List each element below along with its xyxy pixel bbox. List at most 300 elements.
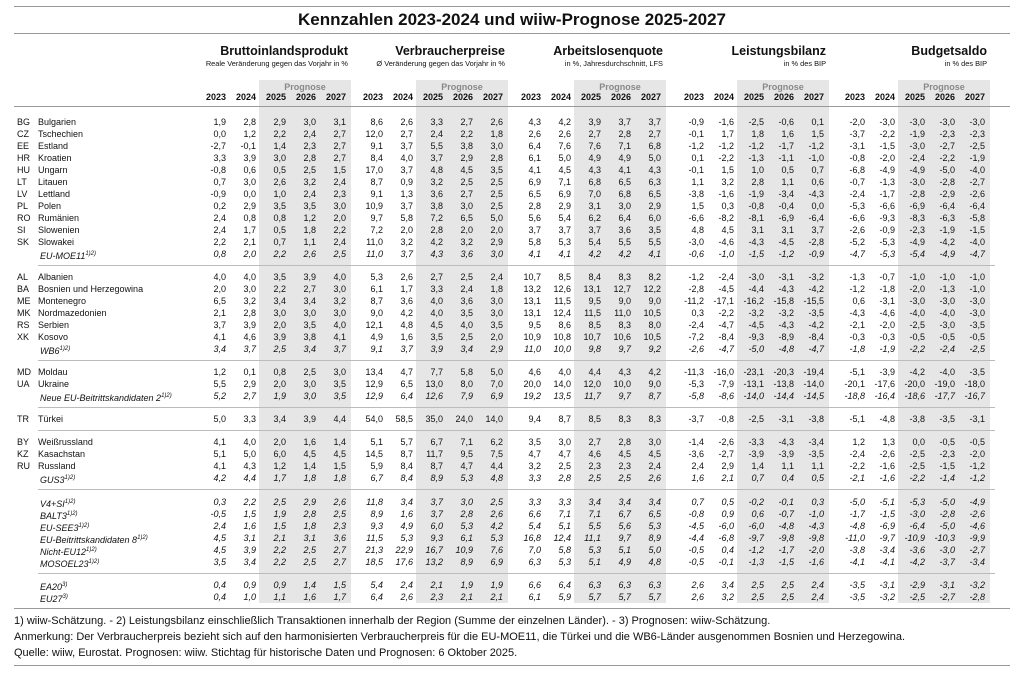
country-name <box>38 140 68 152</box>
table-cell: 0,3 <box>691 308 704 318</box>
year-header: 2023 <box>205 92 226 102</box>
table-cell: 2,7 <box>333 153 346 163</box>
table-cell: -2,4 <box>849 449 865 459</box>
table-cell: 3,7 <box>811 225 824 235</box>
table-cell: 3,2 <box>243 296 256 306</box>
table-cell: 3,0 <box>243 177 256 187</box>
table-cell: 6,2 <box>588 213 601 223</box>
table-cell: -0,9 <box>210 189 226 199</box>
table-cell: 13,1 <box>583 284 601 294</box>
table-cell: -4,8 <box>778 344 794 354</box>
table-cell: 3,5 <box>430 332 443 342</box>
table-cell: -4,0 <box>909 308 925 318</box>
table-cell: 2,8 <box>618 129 631 139</box>
table-cell: 11,7 <box>584 391 601 401</box>
table-cell: 2,5 <box>303 545 316 555</box>
table-cell: 5,9 <box>370 461 383 471</box>
table-cell: 0,7 <box>751 473 764 483</box>
table-cell: 2,5 <box>460 177 473 187</box>
table-cell: 3,6 <box>618 225 631 235</box>
table-cell: 9,1 <box>370 141 383 151</box>
country-name <box>38 224 80 236</box>
table-cell: -4,2 <box>939 237 955 247</box>
table-row <box>0 140 1024 152</box>
table-cell: -3,0 <box>939 117 955 127</box>
table-cell: 3,9 <box>588 117 601 127</box>
table-cell: -2,5 <box>969 141 985 151</box>
table-cell: -2,8 <box>969 592 985 602</box>
table-cell: 2,0 <box>273 320 286 330</box>
table-cell: 2,5 <box>303 165 316 175</box>
table-cell: -1,3 <box>748 557 764 567</box>
table-cell: -9,8 <box>808 533 824 543</box>
table-cell: 2,4 <box>691 461 704 471</box>
table-cell: 5,0 <box>490 367 503 377</box>
table-cell: 3,0 <box>460 497 473 507</box>
country-name <box>38 236 74 248</box>
country-name <box>40 556 99 570</box>
country-code: HU <box>17 165 30 175</box>
table-cell: -3,7 <box>688 414 704 424</box>
table-cell: -0,1 <box>718 557 734 567</box>
table-cell: 0,5 <box>781 165 794 175</box>
table-cell: 6,0 <box>273 449 286 459</box>
table-cell: -0,2 <box>748 497 764 507</box>
table-cell: 21,3 <box>365 545 383 555</box>
country-name <box>38 460 76 472</box>
table-cell: 9,5 <box>460 449 473 459</box>
table-cell: 13,4 <box>365 367 383 377</box>
table-cell: 5,0 <box>648 153 661 163</box>
table-cell: 3,6 <box>430 189 443 199</box>
table-cell: 4,8 <box>430 165 443 175</box>
table-cell: -8,3 <box>909 213 925 223</box>
table-cell: 3,2 <box>400 237 413 247</box>
table-cell: 2,0 <box>243 249 256 259</box>
table-cell: 3,3 <box>528 497 541 507</box>
country-code: ME <box>17 296 31 306</box>
table-cell: -0,6 <box>688 249 704 259</box>
table-cell: 4,7 <box>400 367 413 377</box>
table-cell: 7,1 <box>460 437 473 447</box>
table-cell: 0,5 <box>721 497 734 507</box>
table-cell: 8,4 <box>400 461 413 471</box>
table-cell: 9,7 <box>618 391 631 401</box>
table-cell: -1,2 <box>748 545 764 555</box>
table-cell: -4,8 <box>778 521 794 531</box>
table-cell: 3,7 <box>648 117 661 127</box>
table-cell: 3,4 <box>303 344 316 354</box>
table-cell: 3,9 <box>303 272 316 282</box>
table-cell: -1,5 <box>778 557 794 567</box>
table-cell: 2,4 <box>811 592 824 602</box>
table-cell: 3,0 <box>558 437 571 447</box>
table-cell: -0,5 <box>939 437 955 447</box>
table-cell: 5,6 <box>528 213 541 223</box>
table-cell: 6,1 <box>370 284 383 294</box>
year-header: 2024 <box>874 92 895 102</box>
table-cell: 8,7 <box>558 414 571 424</box>
table-cell: -13,8 <box>773 379 794 389</box>
table-cell: -2,3 <box>939 449 955 459</box>
country-name <box>40 343 70 357</box>
table-cell: -1,3 <box>748 153 764 163</box>
table-cell: -4,0 <box>939 367 955 377</box>
table-cell: -1,5 <box>879 509 895 519</box>
table-cell: 2,4 <box>303 189 316 199</box>
table-cell: -2,2 <box>909 344 925 354</box>
year-header: 2024 <box>392 92 413 102</box>
table-cell: 0,6 <box>243 165 256 175</box>
country-name-text: Moldau <box>38 367 68 377</box>
table-cell: 3,6 <box>460 249 473 259</box>
table-cell: -2,5 <box>909 592 925 602</box>
table-cell: 2,4 <box>333 237 346 247</box>
table-cell: 3,3 <box>430 117 443 127</box>
table-cell: 4,8 <box>648 557 661 567</box>
table-cell: -0,8 <box>210 165 226 175</box>
table-cell: -2,5 <box>909 449 925 459</box>
column-group-subtitle: in % des BIP <box>783 59 826 68</box>
table-cell: 4,0 <box>333 272 346 282</box>
table-cell: -3,7 <box>939 557 955 567</box>
year-header: 2026 <box>773 92 794 102</box>
table-cell: -2,0 <box>879 153 895 163</box>
table-cell: 4,8 <box>400 320 413 330</box>
table-cell: 4,3 <box>528 117 541 127</box>
column-group-subtitle: Reale Veränderung gegen das Vorjahr in % <box>205 59 348 68</box>
table-cell: 3,5 <box>333 379 346 389</box>
table-cell: 6,4 <box>528 141 541 151</box>
table-cell: 3,4 <box>618 497 631 507</box>
country-name-text: EU-Beitrittskandidaten 8 <box>40 535 138 545</box>
country-name <box>38 200 61 212</box>
group-separator <box>38 407 995 408</box>
table-cell: 6,0 <box>430 521 443 531</box>
table-cell: 4,5 <box>558 165 571 175</box>
table-cell: 12,9 <box>365 391 383 401</box>
table-cell: 3,4 <box>648 497 661 507</box>
table-cell: 1,3 <box>882 437 895 447</box>
table-cell: 1,6 <box>691 473 704 483</box>
table-cell: 0,6 <box>751 509 764 519</box>
table-cell: 4,9 <box>618 557 631 567</box>
footnote-marker: 1)2) <box>137 535 148 541</box>
table-cell: -4,3 <box>778 437 794 447</box>
table-cell: 2,7 <box>588 129 601 139</box>
table-cell: -2,5 <box>969 344 985 354</box>
table-cell: 13,2 <box>425 557 443 567</box>
table-cell: 2,9 <box>303 497 316 507</box>
table-cell: 4,5 <box>721 225 734 235</box>
table-cell: -1,2 <box>718 141 734 151</box>
table-cell: -2,6 <box>849 225 865 235</box>
table-cell: 3,3 <box>243 414 256 424</box>
table-cell: 8,9 <box>460 557 473 567</box>
table-cell: -2,6 <box>688 344 704 354</box>
table-cell: 18,5 <box>365 557 383 567</box>
table-cell: -1,7 <box>778 545 794 555</box>
table-cell: 1,5 <box>721 165 734 175</box>
country-name <box>38 212 79 224</box>
table-cell: -6,6 <box>849 213 865 223</box>
table-cell: 5,1 <box>558 521 571 531</box>
table-cell: 3,5 <box>273 201 286 211</box>
year-header: 2024 <box>713 92 734 102</box>
table-cell: -20,1 <box>844 379 865 389</box>
table-cell: -16,0 <box>713 367 734 377</box>
table-cell: -3,1 <box>778 414 794 424</box>
table-cell: 3,5 <box>490 165 503 175</box>
table-row <box>0 413 1024 425</box>
table-cell: 1,7 <box>400 284 413 294</box>
table-cell: 4,6 <box>588 449 601 459</box>
table-cell: 5,4 <box>528 521 541 531</box>
table-cell: 3,5 <box>303 201 316 211</box>
table-cell: 4,0 <box>460 320 473 330</box>
table-cell: -1,5 <box>969 225 985 235</box>
table-cell: -1,0 <box>718 249 734 259</box>
table-cell: 1,5 <box>273 521 286 531</box>
table-cell: -1,6 <box>718 189 734 199</box>
table-cell: 3,9 <box>243 153 256 163</box>
table-cell: 8,5 <box>558 272 571 282</box>
top-rule <box>14 6 1010 7</box>
country-code: SK <box>17 237 30 247</box>
table-cell: 2,8 <box>303 153 316 163</box>
table-cell: 4,1 <box>528 165 541 175</box>
country-code: RS <box>17 320 30 330</box>
country-name-text: Nicht-EU12 <box>40 547 87 557</box>
table-cell: 0,6 <box>811 177 824 187</box>
table-cell: 1,2 <box>273 461 286 471</box>
table-cell: 1,1 <box>781 461 794 471</box>
table-cell: -2,3 <box>939 129 955 139</box>
table-cell: 5,7 <box>588 592 601 602</box>
table-cell: 2,9 <box>460 153 473 163</box>
table-cell: 0,6 <box>852 296 865 306</box>
table-cell: -2,3 <box>909 225 925 235</box>
country-name-text: Litauen <box>38 177 68 187</box>
country-code: MD <box>17 367 31 377</box>
table-cell: -5,3 <box>688 379 704 389</box>
table-cell: 2,5 <box>303 367 316 377</box>
table-cell: 1,4 <box>333 437 346 447</box>
table-cell: 3,0 <box>333 308 346 318</box>
table-cell: 3,0 <box>460 201 473 211</box>
table-cell: -1,9 <box>939 225 955 235</box>
table-cell: -2,0 <box>909 284 925 294</box>
country-name-text: Polen <box>38 201 62 211</box>
table-cell: 5,5 <box>213 379 226 389</box>
table-cell: 3,0 <box>303 308 316 318</box>
table-cell: 2,5 <box>781 592 794 602</box>
footnote-marker: 3) <box>62 594 68 600</box>
table-cell: 5,4 <box>370 580 383 590</box>
table-cell: 5,7 <box>648 592 661 602</box>
table-cell: -0,5 <box>210 509 226 519</box>
table-cell: 4,6 <box>243 332 256 342</box>
table-cell: -6,4 <box>909 521 925 531</box>
table-cell: 4,4 <box>243 473 256 483</box>
table-cell: 2,5 <box>273 344 286 354</box>
table-cell: 4,3 <box>648 165 661 175</box>
table-cell: 4,8 <box>691 225 704 235</box>
table-cell: -2,7 <box>969 545 985 555</box>
table-cell: 5,3 <box>558 237 571 247</box>
table-cell: 10,6 <box>613 332 631 342</box>
table-cell: 58,5 <box>395 414 413 424</box>
table-cell: 2,5 <box>460 332 473 342</box>
table-cell: 3,2 <box>460 237 473 247</box>
prognose-label: Prognose <box>762 82 804 92</box>
table-cell: 4,1 <box>213 332 226 342</box>
table-cell: 22,9 <box>395 545 413 555</box>
table-cell: 2,3 <box>333 189 346 199</box>
year-header: 2026 <box>934 92 955 102</box>
table-cell: 3,7 <box>213 320 226 330</box>
table-cell: 6,0 <box>648 213 661 223</box>
country-code: UA <box>17 379 30 389</box>
table-cell: 4,0 <box>558 367 571 377</box>
table-cell: -3,0 <box>879 117 895 127</box>
table-cell: -5,1 <box>879 497 895 507</box>
table-cell: -2,4 <box>939 344 955 354</box>
table-cell: 16,8 <box>523 533 541 543</box>
table-cell: 9,1 <box>370 189 383 199</box>
table-cell: 7,6 <box>490 545 503 555</box>
table-cell: 3,5 <box>648 225 661 235</box>
table-cell: -2,2 <box>718 153 734 163</box>
country-code: BY <box>17 437 30 447</box>
table-cell: 3,7 <box>430 153 443 163</box>
table-cell: -0,1 <box>240 141 256 151</box>
table-cell: -2,8 <box>909 189 925 199</box>
country-name <box>38 164 68 176</box>
table-cell: 3,5 <box>213 557 226 567</box>
table-cell: -2,9 <box>909 580 925 590</box>
table-cell: 3,9 <box>243 320 256 330</box>
table-cell: -1,4 <box>939 473 955 483</box>
table-cell: 0,5 <box>273 225 286 235</box>
table-cell: 4,7 <box>528 449 541 459</box>
table-cell: -3,0 <box>969 117 985 127</box>
bottom-rule <box>14 665 1010 666</box>
table-cell: 10,8 <box>553 332 571 342</box>
country-code: HR <box>17 153 30 163</box>
table-cell: 9,0 <box>648 379 661 389</box>
table-cell: 2,5 <box>588 473 601 483</box>
table-cell: -3,0 <box>909 509 925 519</box>
table-cell: 14,0 <box>485 414 503 424</box>
table-cell: 2,5 <box>490 497 503 507</box>
table-cell: 6,5 <box>648 189 661 199</box>
table-cell: 2,9 <box>243 201 256 211</box>
table-cell: 6,5 <box>460 213 473 223</box>
table-cell: 3,1 <box>243 533 256 543</box>
table-cell: -1,6 <box>879 461 895 471</box>
table-cell: 1,6 <box>400 509 413 519</box>
table-cell: -4,7 <box>969 249 985 259</box>
table-cell: -6,6 <box>688 213 704 223</box>
title-rule <box>14 33 1010 34</box>
table-cell: 3,4 <box>243 557 256 567</box>
table-cell: 11,0 <box>366 237 383 247</box>
table-cell: 6,5 <box>618 177 631 187</box>
table-cell: 0,7 <box>213 177 226 187</box>
table-cell: -2,0 <box>879 320 895 330</box>
table-cell: -2,5 <box>748 414 764 424</box>
table-cell: 2,2 <box>273 545 286 555</box>
table-cell: -19,4 <box>803 367 824 377</box>
table-cell: -0,3 <box>879 332 895 342</box>
table-cell: -6,6 <box>879 201 895 211</box>
country-name <box>40 472 75 486</box>
country-name-text: EU-MOE11 <box>40 251 86 261</box>
table-cell: 3,4 <box>213 344 226 354</box>
table-row <box>0 460 1024 472</box>
table-cell: 13,5 <box>553 391 571 401</box>
table-cell: -9,9 <box>969 533 985 543</box>
table-cell: 10,7 <box>583 332 601 342</box>
country-name-text: BALT3 <box>40 511 67 521</box>
table-cell: 5,9 <box>558 592 571 602</box>
footnote-2: Anmerkung: Der Verbraucherpreis bezieht sich auf den harmonisierten Verbraucherpreis für die EU-MOE11, die Türkei und die WB6-Länder ausgenommen Bosnien und Herzegowina. <box>14 631 906 643</box>
country-name <box>40 390 172 404</box>
table-cell: -6,9 <box>909 201 925 211</box>
table-cell: -2,2 <box>718 308 734 318</box>
table-cell: -2,4 <box>849 189 865 199</box>
table-cell: -6,0 <box>748 521 764 531</box>
table-cell: 11,0 <box>366 249 383 259</box>
table-cell: 35,0 <box>425 414 443 424</box>
table-cell: 1,8 <box>303 225 316 235</box>
table-cell: -3,8 <box>849 545 865 555</box>
country-name <box>38 283 143 295</box>
table-cell: 5,5 <box>618 237 631 247</box>
table-cell: 6,6 <box>528 509 541 519</box>
table-cell: 3,1 <box>781 225 794 235</box>
table-cell: 11,5 <box>366 533 383 543</box>
table-cell: 2,1 <box>460 592 473 602</box>
table-row <box>0 556 1024 568</box>
table-cell: 3,7 <box>400 344 413 354</box>
table-cell: 2,6 <box>273 177 286 187</box>
table-cell: -11,2 <box>684 296 704 306</box>
table-cell: -4,5 <box>718 284 734 294</box>
table-cell: -4,0 <box>969 237 985 247</box>
table-cell: 2,0 <box>333 213 346 223</box>
table-cell: -3,8 <box>909 414 925 424</box>
table-cell: 3,0 <box>273 153 286 163</box>
country-name-text: V4+SI <box>40 499 65 509</box>
table-cell: -1,7 <box>849 509 865 519</box>
country-name-text: MOSOEL23 <box>40 559 89 569</box>
table-cell: 1,2 <box>243 129 256 139</box>
table-cell: 0,4 <box>781 473 794 483</box>
table-cell: -4,3 <box>849 308 865 318</box>
year-header: 2027 <box>325 92 346 102</box>
table-cell: 8,4 <box>400 473 413 483</box>
table-cell: -5,0 <box>939 521 955 531</box>
table-cell: 2,8 <box>618 437 631 447</box>
table-cell: -3,6 <box>909 545 925 555</box>
table-cell: 6,8 <box>648 141 661 151</box>
table-row <box>0 390 1024 402</box>
table-cell: 3,0 <box>618 201 631 211</box>
table-cell: -2,1 <box>849 320 865 330</box>
table-cell: 3,0 <box>273 308 286 318</box>
